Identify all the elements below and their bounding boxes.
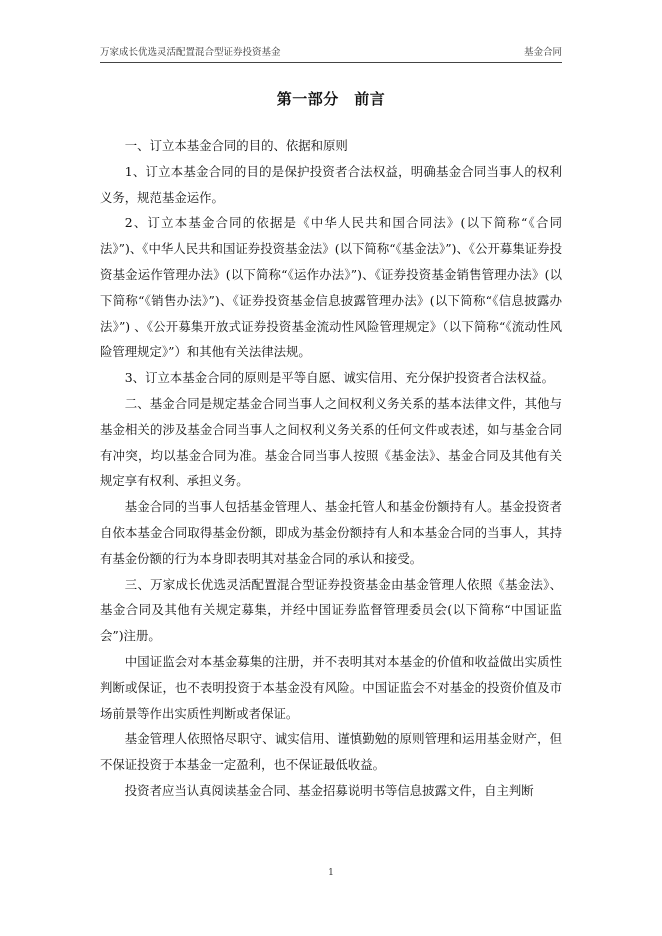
header-fund-name: 万家成长优选灵活配置混合型证券投资基金 [100,47,281,58]
paragraph-csrc-disclaimer: 中国证监会对本基金募集的注册，并不表明其对本基金的价值和收益做出实质性判断或保证，也不表明投资于本基金没有风险。中国证监会不对基金的投资价值及市场前景等作出实质性判断或者保证。 [100,653,562,721]
page-header [100,44,562,60]
paragraph-parties: 基金合同的当事人包括基金管理人、基金托管人和基金份额持有人。基金投资者自依本基金合同取得基金份额，即成为基金份额持有人和本基金合同的当事人，其持有基金份额的行为本身即表明其对基金合同的承认和接受。 [100,499,562,566]
section-title: 第一部分 前言 [276,90,386,108]
paragraph-principles: 3、订立本基金合同的原则是平等自愿、诚实信用、充分保护投资者合法权益。 [124,370,554,386]
paragraph-contract-nature: 二、基金合同是规定基金合同当事人之间权利义务关系的基本法律文件，其他与基金相关的涉及基金合同当事人之间权利义务关系的任何文件或表述，如与基金合同有冲突，均以基金合同为准。基金合同当事人按照《基金法》、基金合同及其他有关规定享有权利、承担义务。 [100,395,562,489]
paragraph-investor-notice: 投资者应当认真阅读基金合同、基金招募说明书等信息披露文件，自主判断 [124,782,534,798]
paragraph-purpose: 1、订立本基金合同的目的是保护投资者合法权益，明确基金合同当事人的权利义务，规范基金运作。 [100,163,562,205]
document-body [100,133,562,804]
paragraph-manager-disclaimer: 基金管理人依照恪尽职守、诚实信用、谨慎勤勉的原则管理和运用基金财产，但不保证投资于本基金一定盈利，也不保证最低收益。 [100,731,562,773]
paragraph-purpose-heading: 一、订立本基金合同的目的、依据和原则 [124,138,348,153]
page-number: 1 [328,868,334,878]
paragraph-legal-basis: 2、订立本基金合同的依据是《中华人民共和国合同法》(以下简称“《合同法》”)、《中华人民共和国证券投资基金法》(以下简称“《基金法》”)、《公开募集证券投资基金运作管理办法》(以下简称“《运作办法》”)、《证券投资基金销售管理办法》(以下简称“《销售办法》”)、《证券投资基金信息披露管理办法》(以下简称“《信息披露办法》”) 、《公开募集开放式证券投资基金流动性风险管理规定》（以下简称“《流动性风险管理规定》”）和其他有关法律法规。 [100,215,562,360]
header-divider [100,62,562,63]
paragraph-registration: 三、万家成长优选灵活配置混合型证券投资基金由基金管理人依照《基金法》、基金合同及其他有关规定募集，并经中国证券监督管理委员会(以下简称“中国证监会”)注册。 [100,576,562,644]
header-document-type: 基金合同 [523,47,562,58]
